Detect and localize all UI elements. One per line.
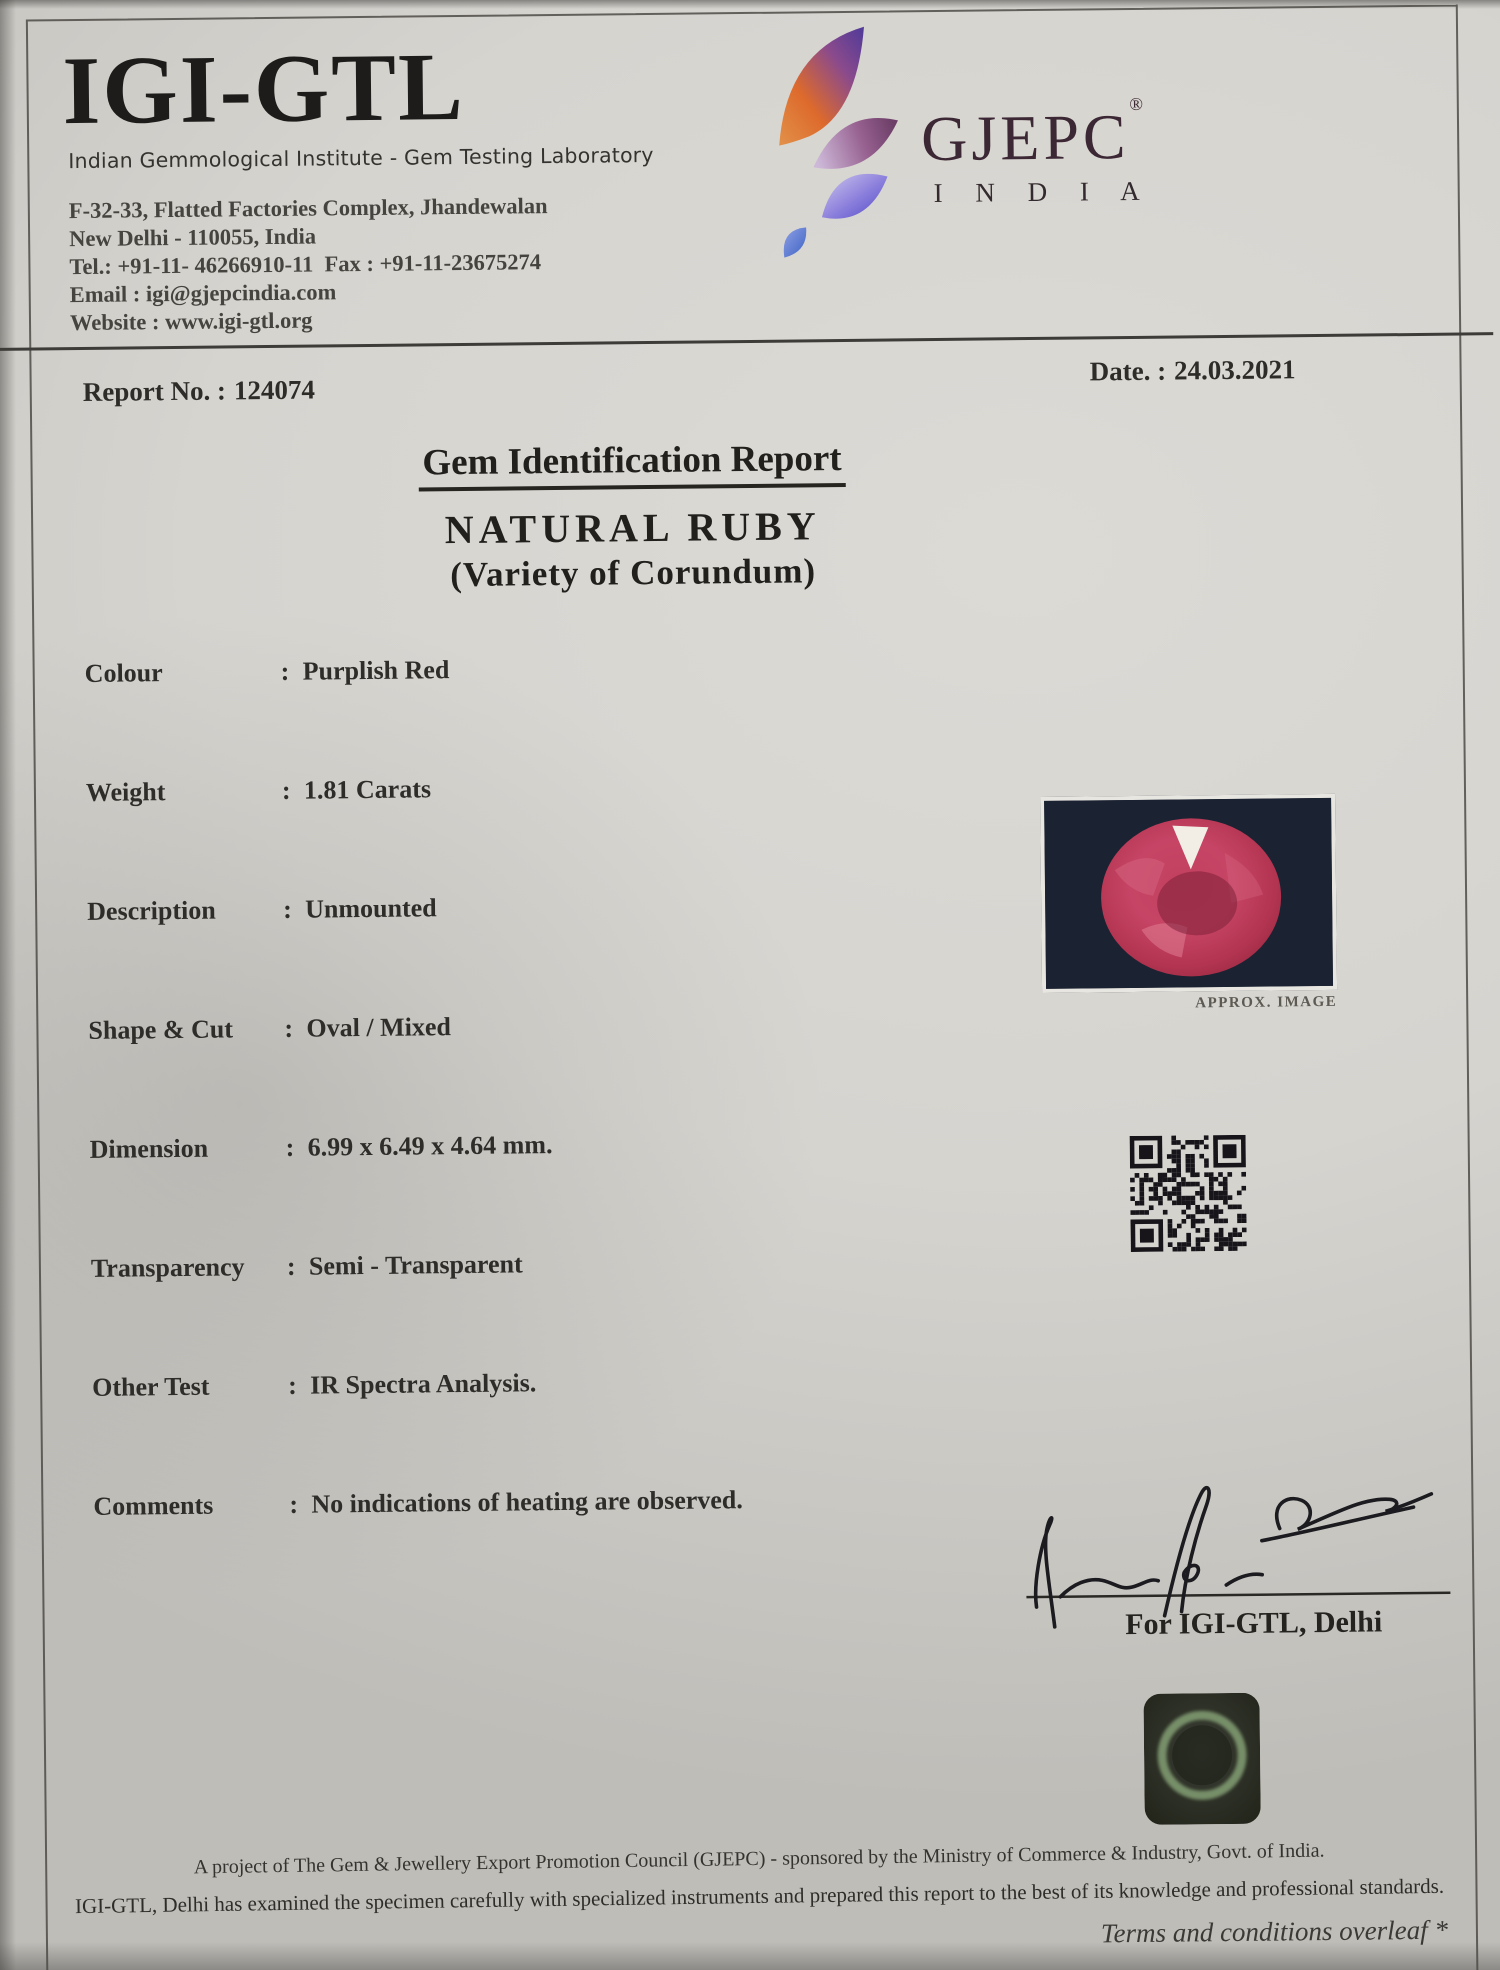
gjepc-india-text: I N D I A: [933, 175, 1153, 209]
gjepc-wordmark-text: GJEPC: [920, 100, 1131, 175]
gjepc-butterfly-icon: [760, 14, 913, 266]
gem-image: [1044, 798, 1333, 989]
org-tagline: Indian Gemmological Institute - Gem Testing Laboratory: [68, 142, 654, 174]
contact-line: Tel.: +91-11- 46266910-11 Fax : +91-11-23675274: [69, 249, 542, 280]
registered-mark: ®: [1129, 93, 1144, 114]
field-colon: :: [284, 1013, 294, 1043]
field-row-dimension: [90, 1126, 971, 1254]
terms-note: Terms and conditions overleaf *: [1100, 1914, 1449, 1949]
report-number-value: 124074: [233, 374, 316, 406]
field-value: 1.81 Carats: [303, 774, 432, 805]
field-colon: :: [281, 775, 291, 805]
field-label: Comments: [93, 1490, 214, 1521]
qr-code: [1130, 1135, 1247, 1252]
org-name: IGI-GTL: [62, 32, 466, 145]
address-line-1: F-32-33, Flatted Factories Complex, Jhandewalan: [68, 193, 548, 224]
field-label: Weight: [85, 777, 166, 807]
gem-attributes-table: [85, 650, 975, 1611]
field-row-other-test: [92, 1364, 973, 1492]
field-row-transparency: [91, 1245, 972, 1373]
report-number: [83, 375, 316, 408]
field-row-colour: [85, 650, 966, 778]
address-line-2: New Delhi - 110055, India: [69, 223, 317, 252]
field-colon: :: [289, 1489, 299, 1519]
field-colon: :: [285, 1132, 295, 1162]
qr-code-image: [1130, 1135, 1247, 1252]
field-value: Unmounted: [305, 893, 437, 924]
gem-name: NATURAL RUBY: [444, 503, 821, 553]
field-label: Dimension: [89, 1133, 209, 1164]
gem-variety: (Variety of Corundum): [450, 551, 817, 595]
field-label: Shape & Cut: [88, 1014, 234, 1045]
report-meta-row: [0, 354, 1494, 407]
field-label: Colour: [84, 658, 163, 688]
field-row-description: [87, 888, 968, 1016]
field-value: Semi - Transparent: [308, 1249, 523, 1281]
title-block: [0, 433, 1271, 600]
photo-caption: APPROX. IMAGE: [1195, 993, 1338, 1012]
footer-disclaimer-line: IGI-GTL, Delhi has examined the specimen carefully with specialized instruments and prepared this report to the best of its knowledge and professional standards.: [74, 1873, 1445, 1919]
field-value: 6.99 x 6.49 x 4.64 mm.: [307, 1130, 553, 1162]
gem-photo: [1040, 794, 1337, 993]
field-row-shape-cut: [88, 1007, 969, 1135]
field-colon: :: [288, 1370, 297, 1400]
field-label: Transparency: [90, 1252, 245, 1283]
report-number-label: Report No. :: [82, 375, 227, 407]
website-line: Website : www.igi-gtl.org: [69, 307, 313, 336]
field-value: Oval / Mixed: [306, 1012, 452, 1043]
field-colon: :: [286, 1251, 296, 1281]
report-date: [1089, 354, 1295, 387]
report-date-label: Date. :: [1089, 355, 1167, 387]
report-date-value: 24.03.2021: [1173, 354, 1296, 386]
email-line: Email : igi@gjepcindia.com: [69, 279, 337, 308]
field-row-weight: [86, 769, 967, 897]
field-value: IR Spectra Analysis.: [310, 1368, 537, 1400]
field-colon: :: [283, 894, 293, 924]
field-row-comments: [93, 1483, 974, 1611]
field-colon: :: [280, 656, 290, 686]
gjepc-wordmark: [921, 94, 1153, 209]
field-value: No indications of heating are observed.: [311, 1485, 743, 1519]
org-address: [69, 192, 549, 337]
page-title: Gem Identification Report: [418, 437, 846, 491]
field-label: Description: [87, 895, 216, 926]
hologram-seal: [1143, 1693, 1260, 1825]
gjepc-logo: [760, 9, 1383, 275]
field-value: Purplish Red: [302, 655, 450, 686]
footer-project-line: A project of The Gem & Jewellery Export Promotion Council (GJEPC) - sponsored by the Ministry of Commerce & Industry, Govt. of India.: [193, 1839, 1325, 1879]
signed-for-label: For IGI-GTL, Delhi: [1125, 1605, 1383, 1642]
field-label: Other Test: [92, 1371, 210, 1402]
hologram-seal-image: [1143, 1693, 1260, 1825]
